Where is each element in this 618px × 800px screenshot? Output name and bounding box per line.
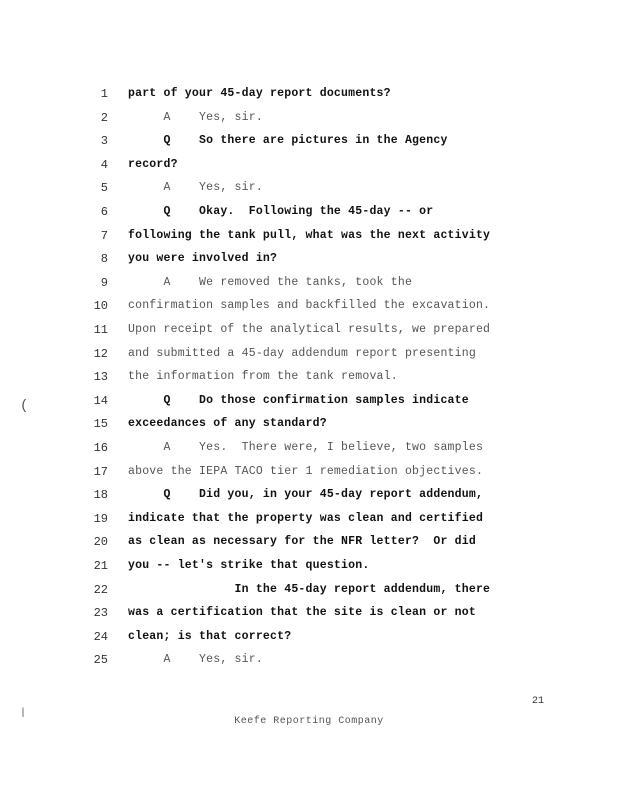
line-number: 22 [93, 582, 108, 597]
transcript-line [0, 465, 618, 485]
transcript-line [0, 87, 618, 107]
line-number: 7 [100, 228, 108, 243]
transcript-line [0, 181, 618, 201]
line-text: you were involved in? [128, 252, 278, 266]
transcript-line [0, 512, 618, 532]
line-text: as clean as necessary for the NFR letter? Or did [128, 535, 476, 549]
transcript-line [0, 630, 618, 650]
line-number: 19 [93, 511, 108, 526]
transcript-line [0, 276, 618, 296]
transcript-line [0, 229, 618, 249]
line-number: 2 [100, 110, 108, 125]
transcript-line [0, 205, 618, 225]
line-text: was a certification that the site is clean or not [128, 606, 476, 620]
transcript-line [0, 441, 618, 461]
transcript-line [0, 583, 618, 603]
line-number: 16 [93, 441, 108, 455]
transcript-line [0, 653, 618, 673]
line-text: A We removed the tanks, took the [128, 275, 413, 289]
transcript-line [0, 299, 618, 319]
line-number: 8 [100, 252, 108, 267]
line-number: 13 [93, 370, 108, 385]
transcript-line [0, 370, 618, 390]
line-number: 6 [100, 205, 108, 219]
transcript-line [0, 252, 618, 272]
line-number: 15 [93, 417, 108, 432]
transcript-line [0, 535, 618, 555]
line-number: 5 [100, 181, 108, 196]
line-text: and submitted a 45-day addendum report presenting [128, 346, 476, 360]
line-text: A Yes, sir. [128, 653, 263, 667]
line-text: confirmation samples and backfilled the excavation. [128, 299, 491, 313]
transcript-line [0, 606, 618, 626]
margin-tick-mark: | [20, 708, 27, 719]
transcript-line [0, 559, 618, 579]
line-number: 9 [100, 275, 108, 290]
margin-bracket-mark: ( [20, 398, 29, 414]
transcript-line [0, 488, 618, 508]
line-number: 25 [93, 653, 108, 668]
line-number: 12 [93, 346, 108, 361]
line-text: exceedances of any standard? [128, 417, 327, 431]
transcript-line [0, 111, 618, 131]
footer-reporter: Keefe Reporting Company [234, 716, 384, 727]
line-text: Q Did you, in your 45-day report addendum, [128, 488, 484, 502]
line-text: Upon receipt of the analytical results, we prepared [128, 323, 491, 336]
line-text: above the IEPA TACO tier 1 remediation objectives. [128, 464, 484, 478]
transcript-line [0, 323, 618, 343]
transcript-line [0, 134, 618, 154]
line-number: 21 [93, 559, 108, 573]
line-text: A Yes. There were, I believe, two samples [128, 441, 484, 454]
line-number: 4 [100, 157, 108, 172]
line-text: the information from the tank removal. [128, 370, 398, 384]
line-text: part of your 45-day report documents? [128, 87, 391, 100]
line-number: 20 [93, 535, 108, 550]
line-number: 18 [93, 488, 108, 503]
line-number: 10 [93, 299, 108, 314]
line-text: clean; is that correct? [128, 629, 292, 643]
line-text: indicate that the property was clean and certified [128, 511, 484, 525]
line-number: 14 [93, 393, 108, 408]
page-number: 21 [532, 696, 545, 707]
line-number: 11 [93, 323, 108, 337]
line-text: A Yes, sir. [128, 181, 263, 195]
line-number: 3 [100, 134, 108, 149]
line-text: you -- let's strike that question. [128, 559, 370, 572]
line-number: 23 [93, 606, 108, 621]
line-text: Q So there are pictures in the Agency [128, 134, 448, 148]
line-text: record? [128, 157, 178, 171]
transcript-line [0, 158, 618, 178]
line-number: 24 [93, 629, 108, 644]
transcript-line [0, 347, 618, 367]
transcript-line [0, 394, 618, 414]
line-text: In the 45-day report addendum, there [128, 582, 491, 596]
line-text: following the tank pull, what was the next activity [128, 228, 491, 242]
transcript-line [0, 417, 618, 437]
line-text: Q Okay. Following the 45-day -- or [128, 205, 434, 218]
line-number: 1 [100, 87, 108, 101]
line-number: 17 [93, 464, 108, 479]
line-text: Q Do those confirmation samples indicate [128, 393, 469, 407]
line-text: A Yes, sir. [128, 110, 263, 124]
